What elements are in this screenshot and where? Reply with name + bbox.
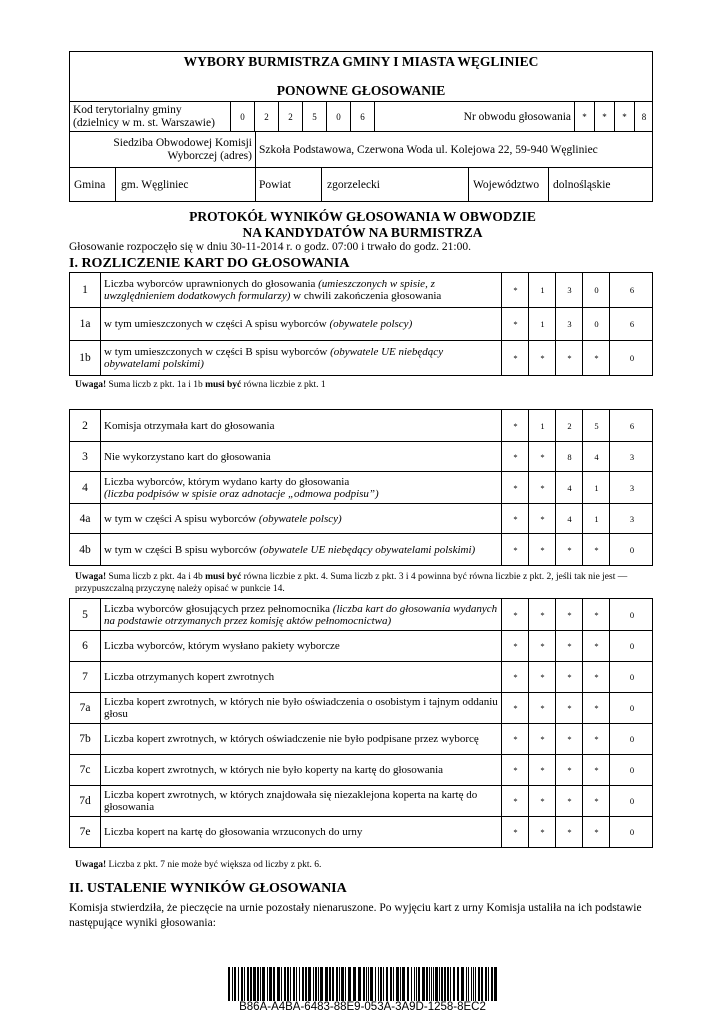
- row-digit: *: [582, 817, 610, 847]
- row-digit: *: [582, 341, 610, 375]
- row-label-text: w tym umieszczonych w części A spisu wyborców: [104, 318, 330, 330]
- siedziba-row: [69, 131, 653, 168]
- table-row: [69, 598, 653, 631]
- row-label-italic: (obywatele polscy): [258, 512, 342, 525]
- siedziba-label: [70, 132, 255, 167]
- row-digit: 1: [582, 504, 610, 533]
- barcode-bar: [418, 967, 420, 1001]
- section2-title: II. USTALENIE WYNIKÓW GŁOSOWANIA: [69, 881, 347, 896]
- row-label: [101, 631, 501, 661]
- row-digit: *: [528, 755, 556, 785]
- gmina-value: gm. Węgliniec: [115, 168, 255, 201]
- barcode-bar: [299, 967, 300, 1001]
- barcode-bar: [329, 967, 331, 1001]
- row-digit: 2: [555, 410, 583, 441]
- row-label-italic: (obywatele UE niebędący obywatelami polskimi): [259, 543, 476, 556]
- row-label: [101, 755, 501, 785]
- table-row: [69, 816, 653, 848]
- barcode-bar: [277, 967, 280, 1001]
- barcode-bar: [400, 967, 401, 1001]
- row-digit: *: [555, 341, 583, 375]
- barcode-bar: [232, 967, 233, 1001]
- row-digit: 0: [609, 786, 654, 816]
- table-row: [69, 272, 653, 308]
- row-digit: 3: [609, 472, 654, 503]
- barcode-bar: [429, 967, 430, 1001]
- row-digit: *: [501, 693, 529, 723]
- row-label-text: w tym w części B spisu wyborców: [104, 543, 260, 556]
- barcode-bar: [471, 967, 472, 1001]
- row-label-text: Liczba wyborców, którym wydano karty do głosowania: [104, 475, 350, 488]
- row-label: [101, 534, 501, 565]
- note-a: [75, 379, 326, 391]
- row-digit: *: [582, 599, 610, 630]
- barcode-bar: [348, 967, 351, 1001]
- row-label: [101, 341, 501, 375]
- row-digit: *: [528, 534, 556, 565]
- row-label-text: Nie wykorzystano kart do głosowania: [104, 450, 271, 463]
- row-digit: 6: [609, 308, 654, 340]
- row-label-italic: (liczba kart do głosowania wydanych na podstawie otrzymanych przez komisję aktów pełnomocnictwa): [104, 602, 498, 627]
- note-a-text: Suma liczb z pkt. 1a i 1b: [106, 380, 206, 390]
- row-digit: 1: [582, 472, 610, 503]
- row-label: [101, 273, 501, 307]
- row-label: [101, 724, 501, 754]
- barcode-bar: [439, 967, 440, 1001]
- row-digit: 3: [609, 504, 654, 533]
- barcode-bar: [393, 967, 394, 1001]
- barcode-bar: [228, 967, 230, 1001]
- nr-obwodu-digit: *: [594, 102, 614, 131]
- barcode-bar: [262, 967, 265, 1001]
- row-digit: *: [555, 599, 583, 630]
- barcode-bar: [250, 967, 252, 1001]
- row-digit: *: [528, 442, 556, 471]
- row-label-italic: (obywatele UE niebędący obywatelami polskimi): [104, 346, 444, 370]
- barcode-bar: [358, 967, 361, 1001]
- row-digit: 4: [555, 504, 583, 533]
- note-a-bold: Uwaga!: [75, 380, 107, 390]
- barcode-bar: [494, 967, 497, 1001]
- row-number: 6: [70, 631, 101, 661]
- barcode-bar: [341, 967, 344, 1001]
- barcode-bar: [473, 967, 474, 1001]
- table-row: [69, 441, 653, 472]
- table-row: [69, 630, 653, 662]
- row-digit: 0: [609, 662, 654, 692]
- section2-text: Komisja stwierdziła, że pieczęcie na urnie pozostały nienaruszone. Po wyjęciu kart z urny Komisja ustaliła na ich podstawie następujące wyniki głosowania:: [69, 902, 642, 929]
- table-row: [69, 503, 653, 534]
- note-b-bold: Uwaga!: [75, 572, 107, 582]
- barcode-bar: [466, 967, 467, 1001]
- row-label: [101, 472, 501, 503]
- barcode-bar: [370, 967, 373, 1001]
- row-label-text: Liczba kopert na kartę do głosowania wrzuconych do urny: [104, 826, 363, 838]
- row-digit: 0: [609, 534, 654, 565]
- barcode-bar: [390, 967, 392, 1001]
- table-row: [69, 471, 653, 504]
- row-label: [101, 410, 501, 441]
- barcode-bar: [267, 967, 268, 1001]
- row-digit: *: [528, 341, 556, 375]
- barcode-bar: [363, 967, 365, 1001]
- row-label: [101, 599, 501, 630]
- kod-row: [69, 101, 653, 132]
- kod-label-line2: (dzielnicy w m. st. Warszawie): [73, 116, 215, 129]
- barcode-bar: [378, 967, 379, 1001]
- row-digit: *: [501, 631, 529, 661]
- protocol-title-1: PROTOKÓŁ WYNIKÓW GŁOSOWANIA W OBWODZIE: [189, 209, 536, 224]
- row-number: 3: [70, 442, 101, 471]
- table-row: [69, 340, 653, 376]
- kod-digit: 0: [230, 102, 254, 131]
- row-digit: 0: [609, 693, 654, 723]
- row-digit: *: [555, 786, 583, 816]
- row-digit: 4: [555, 472, 583, 503]
- row-label: [101, 308, 501, 340]
- barcode-bar: [475, 967, 476, 1001]
- barcode-bar: [383, 967, 384, 1001]
- row-number: 7b: [70, 724, 101, 754]
- note-b-text2: równa liczbie z pkt. 4. Suma liczb z pkt. 3 i 4 powinna być równa liczbie z pkt. 2, jeśli tak nie jest — przypuszczalną przyczynę należy opisać w punkcie 14.: [75, 572, 628, 594]
- row-digit: *: [501, 534, 529, 565]
- row-digit: *: [501, 442, 529, 471]
- barcode-bar: [313, 967, 314, 1001]
- row-label-text: Komisja otrzymała kart do głosowania: [104, 419, 275, 432]
- kod-label-line1: Kod terytorialny gminy: [73, 103, 182, 116]
- siedziba-label-line2: Wyborczej (adres): [167, 149, 252, 162]
- barcode-bar: [461, 967, 464, 1001]
- row-digit: *: [501, 755, 529, 785]
- row-label-text: Liczba kopert zwrotnych, w których nie było oświadczenia o osobistym i tajnym oddaniu głosu: [104, 696, 498, 720]
- row-digit: *: [528, 504, 556, 533]
- row-digit: *: [501, 724, 529, 754]
- row-label: [101, 442, 501, 471]
- row-digit: 0: [582, 308, 610, 340]
- row-digit: 8: [555, 442, 583, 471]
- barcode-bar: [241, 967, 243, 1001]
- row-number: 1b: [70, 341, 101, 375]
- row-label-italic: (obywatele polscy): [329, 318, 413, 330]
- row-number: 7e: [70, 817, 101, 847]
- barcode-bar: [426, 967, 428, 1001]
- barcode: [228, 967, 498, 1001]
- row-digit: 5: [582, 410, 610, 441]
- table-row: [69, 754, 653, 786]
- barcode-bar: [318, 967, 319, 1001]
- row-digit: 0: [609, 599, 654, 630]
- barcode-bar: [269, 967, 272, 1001]
- row-digit: 3: [555, 308, 583, 340]
- kod-digit: 5: [302, 102, 326, 131]
- woj-label: Województwo: [468, 168, 548, 201]
- barcode-bar: [247, 967, 249, 1001]
- row-digit: 0: [582, 273, 610, 307]
- row-digit: 0: [609, 755, 654, 785]
- barcode-bar: [468, 967, 469, 1001]
- row-digit: *: [501, 662, 529, 692]
- barcode-bar: [414, 967, 415, 1001]
- row-label-text: Liczba wyborców uprawnionych do głosowania: [104, 278, 319, 290]
- table-row: [69, 692, 653, 724]
- row-label: [101, 693, 501, 723]
- row-digit: *: [555, 724, 583, 754]
- row-label-text: w tym w części A spisu wyborców: [104, 512, 259, 525]
- row-digit: 0: [609, 341, 654, 375]
- start-line: Głosowanie rozpoczęło się w dniu 30-11-2014 r. o godz. 07:00 i trwało do godz. 21:00.: [69, 241, 472, 253]
- row-digit: 1: [528, 273, 556, 307]
- note-a-bold2: musi być: [205, 380, 242, 390]
- row-digit: 1: [528, 410, 556, 441]
- row-digit: *: [528, 599, 556, 630]
- nr-obwodu-label: [374, 102, 574, 131]
- siedziba-value: Szkoła Podstawowa, Czerwona Woda ul. Kolejowa 22, 59-940 Węgliniec: [255, 132, 653, 167]
- barcode-bar: [253, 967, 256, 1001]
- row-digit: 0: [609, 631, 654, 661]
- row-digit: *: [582, 534, 610, 565]
- barcode-bar: [287, 967, 289, 1001]
- barcode-bar: [447, 967, 449, 1001]
- election-title: WYBORY BURMISTRZA GMINY I MIASTA WĘGLINIEC: [183, 54, 539, 69]
- powiat-value: zgorzelecki: [321, 168, 468, 201]
- protocol-title-2: NA KANDYDATÓW NA BURMISTRZA: [242, 225, 483, 240]
- kod-digit: 6: [350, 102, 374, 131]
- barcode-bar: [375, 967, 376, 1001]
- row-digit: 3: [609, 442, 654, 471]
- row-digit: *: [528, 631, 556, 661]
- header-box: [69, 51, 653, 101]
- row-label-italic: (umieszczonych w spisie, z uwzględnieniem dodatkowych formularzy): [104, 278, 435, 302]
- barcode-bar: [453, 967, 455, 1001]
- row-label-text: w tym umieszczonych w części B spisu wyborców: [104, 346, 331, 358]
- row-label: [101, 786, 501, 816]
- row-number: 4a: [70, 504, 101, 533]
- barcode-bar: [273, 967, 275, 1001]
- barcode-bar: [435, 967, 438, 1001]
- row-label-text: Liczba kopert zwrotnych, w których nie było koperty na kartę do głosowania: [104, 764, 444, 776]
- nr-obwodu-label-text: Nr obwodu głosowania: [463, 110, 571, 123]
- note-c: [75, 859, 321, 871]
- barcode-bar: [238, 967, 239, 1001]
- row-digit: *: [582, 786, 610, 816]
- barcode-bar: [485, 967, 487, 1001]
- row-digit: *: [501, 786, 529, 816]
- barcode-bar: [336, 967, 338, 1001]
- row-label-text: Liczba otrzymanych kopert zwrotnych: [104, 671, 275, 683]
- row-digit: *: [501, 504, 529, 533]
- row-digit: *: [501, 472, 529, 503]
- barcode-bar: [293, 967, 295, 1001]
- row-digit: *: [528, 786, 556, 816]
- row-label: [101, 817, 501, 847]
- row-digit: *: [501, 341, 529, 375]
- row-label: [101, 504, 501, 533]
- row-digit: *: [582, 755, 610, 785]
- barcode-bar: [366, 967, 367, 1001]
- row-number: 7c: [70, 755, 101, 785]
- barcode-bar: [433, 967, 434, 1001]
- note-c-bold: Uwaga!: [75, 860, 107, 870]
- row-digit: *: [555, 662, 583, 692]
- row-label-text: Liczba wyborców, którym wysłano pakiety wyborcze: [104, 640, 340, 652]
- barcode-bar: [281, 967, 282, 1001]
- row-number: 7: [70, 662, 101, 692]
- gmina-row: [69, 167, 653, 202]
- note-a-text2: równa liczbie z pkt. 1: [241, 380, 326, 390]
- nr-obwodu-digit: *: [614, 102, 634, 131]
- kod-digit: 0: [326, 102, 350, 131]
- row-number: 7d: [70, 786, 101, 816]
- row-digit: 4: [582, 442, 610, 471]
- barcode-bar: [325, 967, 328, 1001]
- barcode-bar: [416, 967, 417, 1001]
- row-digit: *: [582, 693, 610, 723]
- row-digit: *: [501, 308, 529, 340]
- barcode-text: B86A-A4BA-6483-88E9-053A-3A9D-1258-8EC2: [239, 1001, 486, 1013]
- barcode-bar: [296, 967, 297, 1001]
- row-number: 1a: [70, 308, 101, 340]
- row-number: 5: [70, 599, 101, 630]
- barcode-bar: [308, 967, 311, 1001]
- row-label-text: Liczba kopert zwrotnych, w których znajdowała się niezaklejona koperta na kartę do głosowania: [104, 789, 478, 813]
- row-digit: *: [582, 662, 610, 692]
- note-b-bold2: musi być: [205, 572, 242, 582]
- row-digit: *: [555, 817, 583, 847]
- barcode-bar: [441, 967, 443, 1001]
- barcode-bar: [234, 967, 236, 1001]
- row-digit: *: [582, 631, 610, 661]
- barcode-bar: [481, 967, 483, 1001]
- row-label: [101, 662, 501, 692]
- table-row: [69, 409, 653, 442]
- barcode-bar: [380, 967, 382, 1001]
- row-digit: 0: [609, 724, 654, 754]
- row-label-italic: (liczba podpisów w spisie oraz adnotacje „odmowa podpisu”): [104, 487, 379, 500]
- barcode-bar: [320, 967, 323, 1001]
- row-number: 7a: [70, 693, 101, 723]
- row-digit: *: [501, 410, 529, 441]
- gmina-label: Gmina: [74, 178, 106, 191]
- row-number: 4b: [70, 534, 101, 565]
- row-digit: 3: [555, 273, 583, 307]
- row-number: 2: [70, 410, 101, 441]
- row-digit: *: [555, 693, 583, 723]
- row-digit: 0: [609, 817, 654, 847]
- row-digit: 6: [609, 410, 654, 441]
- table-row: [69, 723, 653, 755]
- barcode-bar: [260, 967, 261, 1001]
- row-digit: *: [501, 599, 529, 630]
- kod-digit: 2: [254, 102, 278, 131]
- woj-value: dolnośląskie: [548, 168, 653, 201]
- row-digit: *: [501, 817, 529, 847]
- section1-title: I. ROZLICZENIE KART DO GŁOSOWANIA: [69, 256, 350, 271]
- table-row: [69, 785, 653, 817]
- barcode-bar: [407, 967, 409, 1001]
- barcode-bar: [422, 967, 425, 1001]
- row-digit: *: [555, 755, 583, 785]
- barcode-bar: [339, 967, 340, 1001]
- barcode-bar: [386, 967, 388, 1001]
- kod-label: [70, 102, 230, 131]
- note-c-text: Liczba z pkt. 7 nie może być większa od liczby z pkt. 6.: [106, 860, 322, 870]
- barcode-bar: [411, 967, 412, 1001]
- nr-obwodu-digit: *: [574, 102, 594, 131]
- barcode-bar: [402, 967, 405, 1001]
- row-digit: *: [528, 472, 556, 503]
- barcode-bar: [444, 967, 446, 1001]
- table-row: [69, 307, 653, 341]
- barcode-bar: [302, 967, 304, 1001]
- row-digit: *: [528, 662, 556, 692]
- row-digit: *: [528, 817, 556, 847]
- row-number: 1: [70, 273, 101, 307]
- row-number: 4: [70, 472, 101, 503]
- barcode-bar: [257, 967, 259, 1001]
- barcode-bar: [315, 967, 317, 1001]
- row-label-after: w chwili zakończenia głosowania: [290, 290, 442, 302]
- row-label-text: Liczba wyborców głosujących przez pełnomocnika: [104, 602, 333, 615]
- note-b-text: Suma liczb z pkt. 4a i 4b: [106, 572, 206, 582]
- barcode-bar: [332, 967, 334, 1001]
- barcode-bar: [305, 967, 307, 1001]
- barcode-bar: [284, 967, 286, 1001]
- kod-digit: 2: [278, 102, 302, 131]
- row-digit: *: [555, 534, 583, 565]
- table-row: [69, 533, 653, 566]
- barcode-bar: [457, 967, 459, 1001]
- barcode-bar: [431, 967, 432, 1001]
- row-digit: *: [528, 724, 556, 754]
- nr-obwodu-digit: 8: [634, 102, 653, 131]
- election-subtitle: PONOWNE GŁOSOWANIE: [276, 83, 446, 98]
- barcode-bar: [368, 967, 369, 1001]
- note-b: [75, 571, 660, 595]
- powiat-label: Powiat: [255, 168, 321, 201]
- barcode-bar: [345, 967, 346, 1001]
- barcode-bar: [491, 967, 493, 1001]
- row-label-text: Liczba kopert zwrotnych, w których oświadczenie nie było podpisane przez wyborcę: [104, 733, 479, 745]
- row-digit: *: [501, 273, 529, 307]
- barcode-bar: [396, 967, 399, 1001]
- siedziba-label-line1: Siedziba Obwodowej Komisji: [113, 136, 252, 149]
- barcode-bar: [478, 967, 480, 1001]
- row-digit: *: [528, 693, 556, 723]
- row-digit: 1: [528, 308, 556, 340]
- barcode-bar: [488, 967, 489, 1001]
- barcode-bar: [290, 967, 291, 1001]
- row-digit: *: [582, 724, 610, 754]
- barcode-bar: [244, 967, 245, 1001]
- barcode-bar: [450, 967, 451, 1001]
- row-digit: *: [555, 631, 583, 661]
- barcode-bar: [353, 967, 356, 1001]
- row-digit: 6: [609, 273, 654, 307]
- table-row: [69, 661, 653, 693]
